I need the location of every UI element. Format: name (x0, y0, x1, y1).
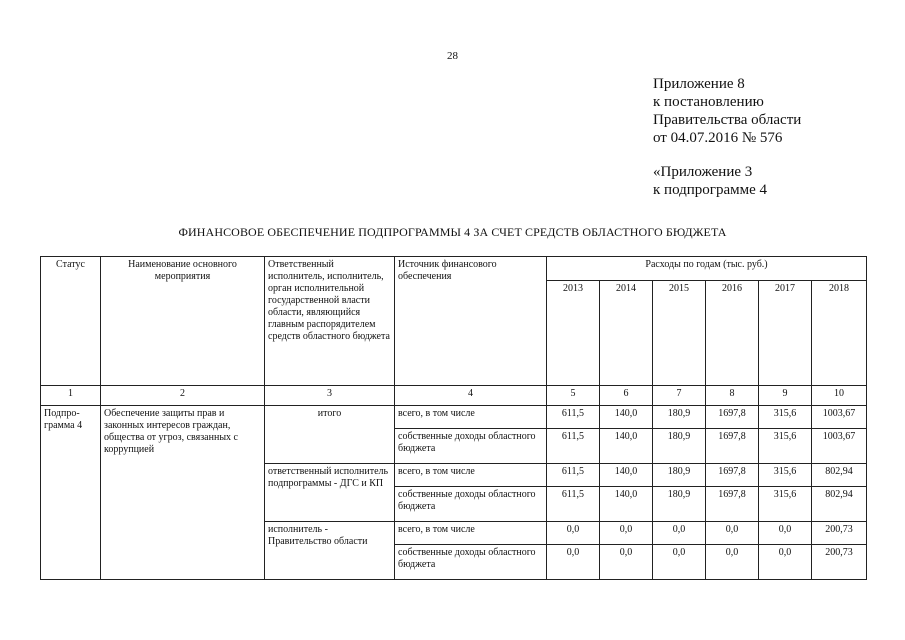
header-year: 2017 (759, 281, 812, 386)
column-number: 6 (600, 386, 653, 406)
value-cell: 802,94 (812, 487, 867, 522)
header-name: Наименование основного мероприятия (101, 257, 265, 386)
value-cell: 200,73 (812, 522, 867, 545)
value-cell: 0,0 (706, 545, 759, 580)
value-cell: 0,0 (600, 522, 653, 545)
value-cell: 1697,8 (706, 464, 759, 487)
value-cell: 0,0 (706, 522, 759, 545)
column-number: 1 (41, 386, 101, 406)
value-cell: 0,0 (759, 545, 812, 580)
source-cell: всего, в том числе (395, 522, 547, 545)
column-numbers-row (41, 386, 867, 406)
value-cell: 611,5 (547, 464, 600, 487)
value-cell: 315,6 (759, 464, 812, 487)
value-cell: 200,73 (812, 545, 867, 580)
appendix-line: «Приложение 3 (653, 164, 753, 180)
value-cell: 140,0 (600, 429, 653, 464)
value-cell: 0,0 (653, 522, 706, 545)
column-number: 2 (101, 386, 265, 406)
value-cell: 0,0 (600, 545, 653, 580)
value-cell: 315,6 (759, 429, 812, 464)
value-cell: 0,0 (547, 522, 600, 545)
source-cell: собственные доходы областного бюджета (395, 545, 547, 580)
financing-table (40, 256, 867, 580)
value-cell: 1003,67 (812, 406, 867, 429)
column-number: 8 (706, 386, 759, 406)
header-source: Источник финансового обеспечения (395, 257, 547, 386)
value-cell: 611,5 (547, 487, 600, 522)
header-expenses: Расходы по годам (тыс. руб.) (547, 257, 867, 281)
value-cell: 611,5 (547, 406, 600, 429)
value-cell: 315,6 (759, 487, 812, 522)
responsible-cell: исполнитель - Правительство области (265, 522, 395, 580)
header-year: 2015 (653, 281, 706, 386)
header-year: 2016 (706, 281, 759, 386)
document-title: ФИНАНСОВОЕ ОБЕСПЕЧЕНИЕ ПОДПРОГРАММЫ 4 ЗА СЧЕТ СРЕДСТВ ОБЛАСТНОГО БЮДЖЕТА (178, 225, 727, 239)
column-number: 10 (812, 386, 867, 406)
value-cell: 180,9 (653, 429, 706, 464)
value-cell: 1003,67 (812, 429, 867, 464)
value-cell: 1697,8 (706, 487, 759, 522)
appendix-line: Приложение 8 (653, 76, 745, 92)
value-cell: 1697,8 (706, 406, 759, 429)
value-cell: 0,0 (653, 545, 706, 580)
appendix-line: к постановлению (653, 94, 764, 110)
value-cell: 1697,8 (706, 429, 759, 464)
page-number: 28 (447, 50, 458, 62)
header-year: 2013 (547, 281, 600, 386)
value-cell: 140,0 (600, 406, 653, 429)
source-cell: собственные доходы областного бюджета (395, 487, 547, 522)
value-cell: 315,6 (759, 406, 812, 429)
source-cell: всего, в том числе (395, 464, 547, 487)
table-row (41, 406, 867, 429)
column-number: 9 (759, 386, 812, 406)
source-cell: собственные доходы областного бюджета (395, 429, 547, 464)
value-cell: 802,94 (812, 464, 867, 487)
value-cell: 180,9 (653, 406, 706, 429)
appendix-line: Правительства области (653, 112, 802, 128)
appendix-line: от 04.07.2016 № 576 (653, 130, 783, 146)
value-cell: 140,0 (600, 487, 653, 522)
appendix-line: к подпрограмме 4 (653, 182, 767, 198)
column-number: 5 (547, 386, 600, 406)
activity-name-cell: Обеспечение защиты прав и законных интересов граждан, общества от угроз, связанных с коррупцией (101, 406, 265, 580)
header-status: Статус (41, 257, 101, 386)
value-cell: 180,9 (653, 464, 706, 487)
value-cell: 180,9 (653, 487, 706, 522)
responsible-cell: итого (265, 406, 395, 464)
value-cell: 140,0 (600, 464, 653, 487)
column-number: 4 (395, 386, 547, 406)
status-cell: Подпро-грамма 4 (41, 406, 101, 580)
header-year: 2018 (812, 281, 867, 386)
value-cell: 0,0 (759, 522, 812, 545)
header-responsible: Ответственный исполнитель, исполнитель, орган исполнительной государственной власти области, являющийся главным распорядителем средств областного бюджета (265, 257, 395, 386)
appendix-header (653, 75, 801, 199)
source-cell: всего, в том числе (395, 406, 547, 429)
value-cell: 611,5 (547, 429, 600, 464)
header-year: 2014 (600, 281, 653, 386)
column-number: 3 (265, 386, 395, 406)
column-number: 7 (653, 386, 706, 406)
value-cell: 0,0 (547, 545, 600, 580)
responsible-cell: ответственный исполнитель подпрограммы - ДГС и КП (265, 464, 395, 522)
